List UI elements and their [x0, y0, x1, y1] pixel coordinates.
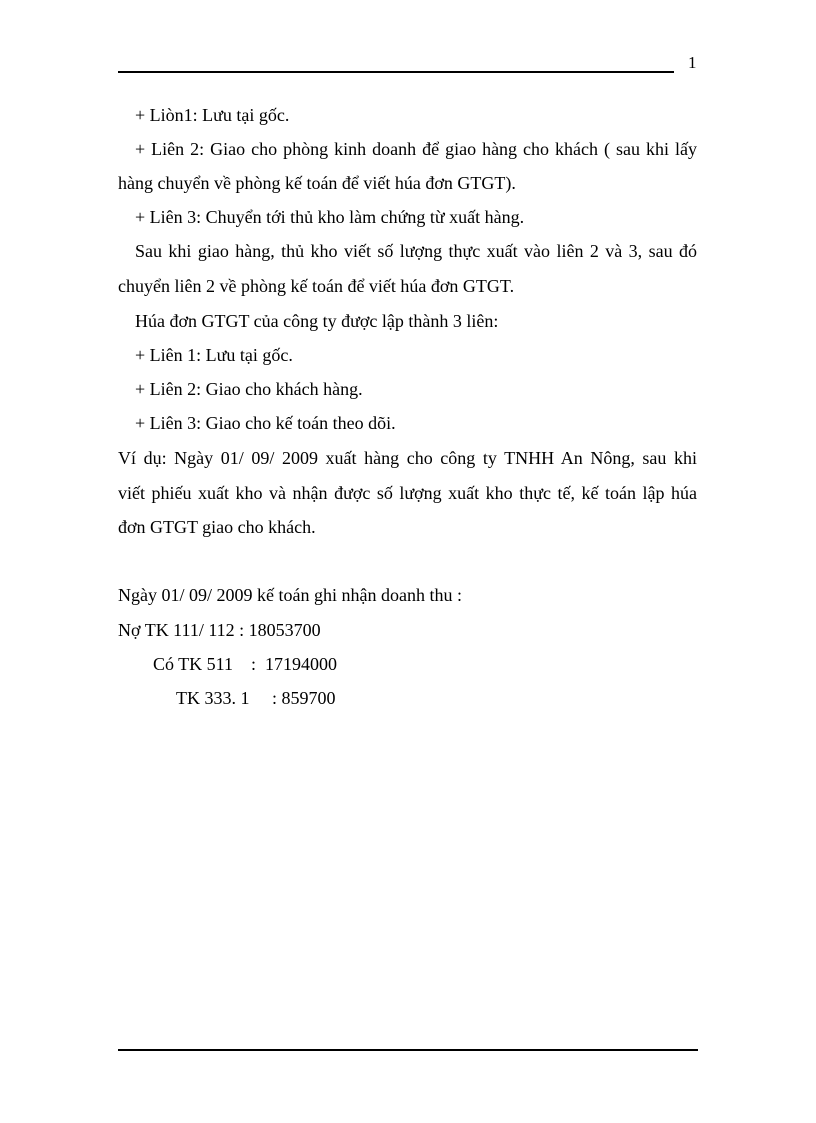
body-line-12: viết phiếu xuất kho và nhận được số lượng xuất kho thực tế, kế toán lập húa	[118, 483, 697, 503]
body-line-11: Ví dụ: Ngày 01/ 09/ 2009 xuất hàng cho công ty TNHH An Nông, sau khi	[118, 448, 697, 468]
journal-debit: Nợ TK 111/ 112 : 18053700	[118, 620, 321, 640]
body-line-7: Húa đơn GTGT của công ty được lập thành 3 liên:	[135, 311, 499, 331]
body-line-10: + Liên 3: Giao cho kế toán theo dõi.	[135, 413, 396, 433]
journal-intro: Ngày 01/ 09/ 2009 kế toán ghi nhận doanh thu :	[118, 585, 462, 605]
body-line-3: hàng chuyển về phòng kế toán để viết húa đơn GTGT).	[118, 173, 516, 193]
body-line-13: đơn GTGT giao cho khách.	[118, 517, 316, 537]
header-rule	[118, 71, 674, 73]
body-line-5: Sau khi giao hàng, thủ kho viết số lượng thực xuất vào liên 2 và 3, sau đó	[135, 241, 697, 261]
journal-credit-1: Có TK 511 : 17194000	[153, 654, 338, 674]
body-line-4: + Liên 3: Chuyển tới thủ kho làm chứng từ xuất hàng.	[135, 207, 525, 227]
body-line-9: + Liên 2: Giao cho khách hàng.	[135, 379, 363, 399]
body-line-8: + Liên 1: Lưu tại gốc.	[135, 345, 293, 365]
page-number: 1	[688, 53, 697, 72]
journal-credit-2: TK 333. 1 : 859700	[176, 688, 336, 708]
body-line-6: chuyển liên 2 về phòng kế toán để viết húa đơn GTGT.	[118, 276, 515, 296]
body-line-1: + Liòn1: Lưu tại gốc.	[135, 105, 290, 125]
body-line-2: + Liên 2: Giao cho phòng kinh doanh để giao hàng cho khách ( sau khi lấy	[135, 139, 697, 159]
footer-rule	[118, 1049, 698, 1051]
